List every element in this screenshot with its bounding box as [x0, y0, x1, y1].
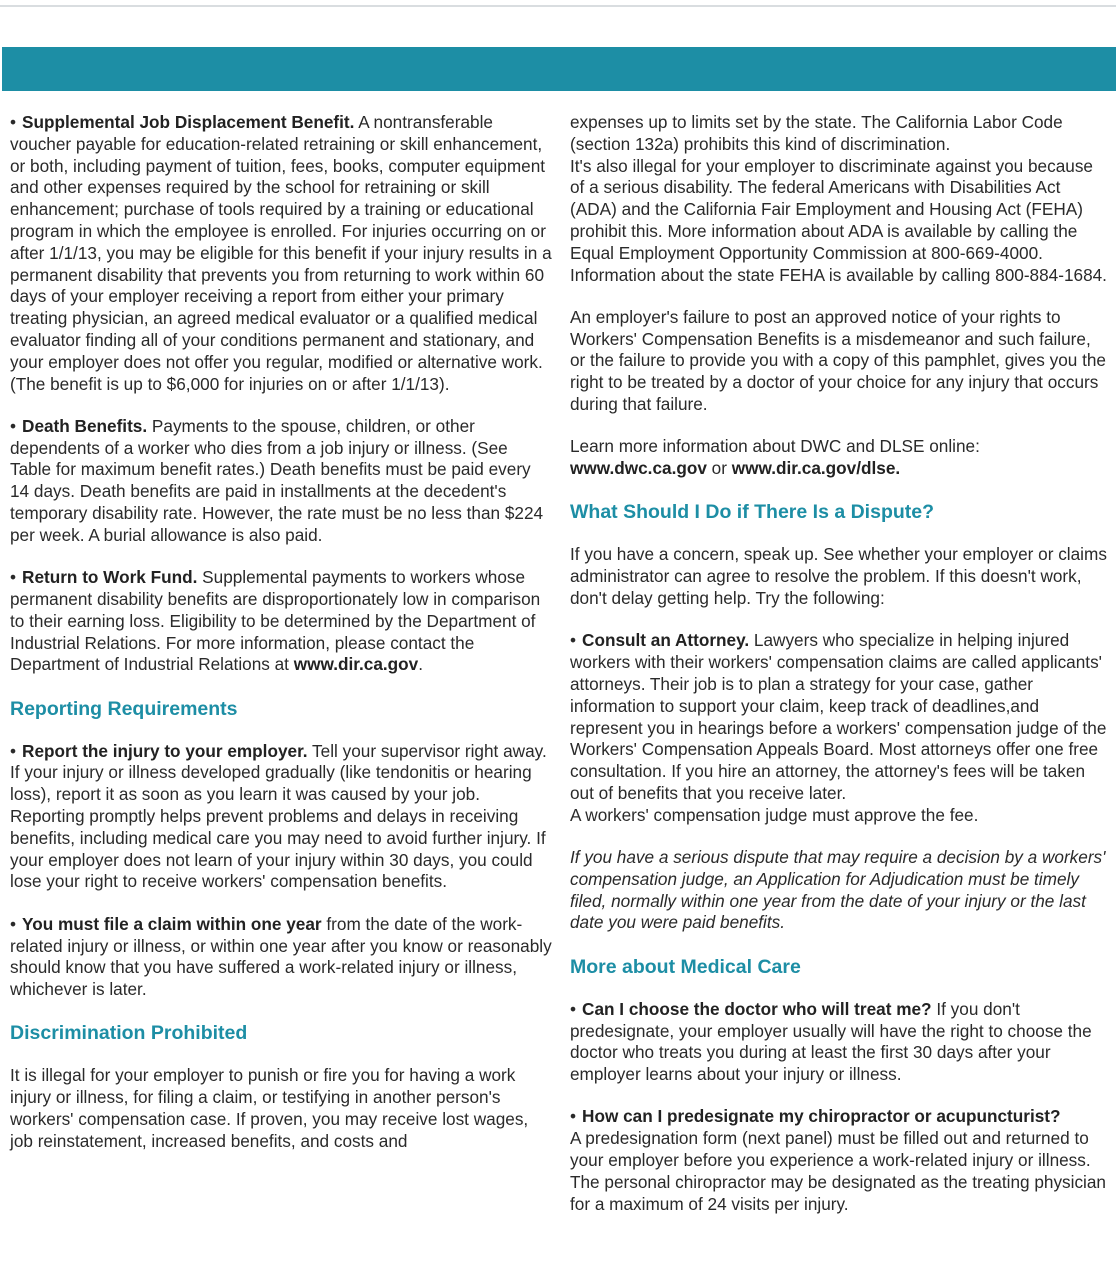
header-banner	[2, 47, 1116, 91]
medical-heading: More about Medical Care	[570, 955, 801, 978]
chiro-text: A predesignation form (next panel) must be filled out and returned to your employer before you experience a work-related injury or illness.	[570, 1128, 1091, 1170]
claim-text: from the date of the work-related injury or illness, or within one year after you know or reasonably should know that you have suffered a work-related injury or illness, whichever is later.	[10, 913, 552, 1000]
bullet-icon: •	[10, 567, 17, 588]
death-title: Death Benefits.	[22, 415, 148, 436]
learn-more-text: Learn more information about DWC and DLSE online:	[570, 436, 980, 457]
rtw-title: Return to Work Fund.	[22, 567, 198, 588]
post-notice-paragraph: An employer's failure to post an approved notice of your rights to Workers' Compensation Benefits is a misdemeanor and such failure, or the failure to provide you with a copy of this pamphlet, gives you the right to be treated by a doctor of your choice for any injury that occurs during that failure.	[570, 306, 1106, 415]
sjdb-paragraph	[10, 112, 552, 395]
dir-link[interactable]: www.dir.ca.gov	[293, 654, 419, 675]
dlse-link[interactable]: www.dir.ca.gov/dlse.	[731, 458, 901, 479]
judge-fee-paragraph: A workers' compensation judge must approve the fee.	[570, 804, 979, 825]
report-text: Tell your supervisor right away. If your injury or illness developed gradually (like tendonitis or hearing loss), report it as soon as you learn it was caused by your job. Reporting promptly helps prevent problems and delays in receiving benefits, including medical care you may need to avoid further injury. If your employer does not learn of your injury within 30 days, you could lose your right to receive workers' compensation benefits.	[10, 740, 547, 892]
left-column	[10, 112, 552, 1173]
death-text: Payments to the spouse, children, or other dependents of a worker who dies from a job injury or illness. (See Table for maximum benefit rates.) Death benefits must be paid every 14 days. Death benefits are paid in installments at the decedent's temporary disability rate. However, the rate must be no less than $224 per week. A burial allowance is also paid.	[10, 415, 544, 545]
rtw-text: Supplemental payments to workers whose permanent disability benefits are disproportionately low in comparison to their earning loss. Eligibility to be determined by the Department of Industrial Relations. For more information, please contact the Department of Industrial Relations at	[10, 567, 541, 675]
right-column	[570, 112, 1110, 1236]
doctor-paragraph	[570, 999, 1110, 1086]
dwc-link[interactable]: www.dwc.ca.gov	[570, 458, 707, 479]
reporting-heading: Reporting Requirements	[10, 697, 238, 720]
attorney-paragraph	[570, 630, 1110, 804]
chiro-visits-paragraph: The personal chiropractor may be designated as the treating physician for a maximum of 24 visits per injury.	[570, 1171, 1106, 1214]
claim-title: You must file a claim within one year	[22, 913, 322, 934]
bullet-icon: •	[570, 1106, 577, 1127]
sjdb-text: A nontransferable voucher payable for education-related retraining or skill enhancement, or both, including payment of tuition, fees, books, computer equipment and other expenses required by the school for retraining or skill enhancement; purchase of tools required by a training or educational program in which the employee is enrolled. For injuries occurring on or after 1/1/13, you may be eligible for this benefit if your injury results in a permanent disability that prevents you from returning to work within 60 days of your employer receiving a report from either your primary treating physician, an agreed medical evaluator or a qualified medical evaluator finding all of your conditions permanent and stationary, and your employer does not offer you regular, modified or alternative work. (The benefit is up to $6,000 for injuries on or after 1/1/13).	[10, 112, 552, 394]
top-rule	[0, 5, 1116, 7]
dispute-heading: What Should I Do if There Is a Dispute?	[570, 501, 935, 524]
rtw-paragraph	[10, 567, 552, 676]
discrimination-continued: expenses up to limits set by the state. The California Labor Code (section 132a) prohibits this kind of discrimination.	[570, 112, 1063, 154]
discrimination-heading: Discrimination Prohibited	[10, 1022, 248, 1045]
death-paragraph	[10, 416, 552, 547]
report-paragraph	[10, 741, 552, 894]
bullet-icon: •	[10, 112, 17, 132]
claim-paragraph	[10, 914, 552, 1001]
rtw-end: .	[418, 654, 424, 675]
chiro-paragraph	[570, 1106, 1110, 1171]
dispute-paragraph: If you have a concern, speak up. See whether your employer or claims administrator can agree to resolve the problem. If this doesn't work, don't delay getting help. Try the following:	[570, 544, 1107, 609]
attorney-text: Lawyers who specialize in helping injured workers with their workers' compensation claims are called applicants' attorneys. Their job is to plan a strategy for your case, gather information to support your claim, keep track of deadlines,and represent you in hearings before a workers' compensation judge of the Workers' Compensation Appeals Board. Most attorneys offer one free consultation. If you hire an attorney, the attorney's fees will be taken out of benefits that you receive later.	[570, 630, 1107, 803]
discrimination-paragraph: It is illegal for your employer to punish or fire you for having a work injury or illness, for filing a claim, or testifying in another person's workers' compensation case. If proven, you may receive lost wages, job reinstatement, increased benefits, and costs and	[10, 1065, 529, 1151]
bullet-icon: •	[570, 998, 577, 1019]
ada-paragraph: It's also illegal for your employer to discriminate against you because of a serious disability. The federal Americans with Disabilities Act (ADA) and the California Fair Employment and Housing Act (FEHA) prohibit this. More information about ADA is available by calling the Equal Employment Opportunity Commission at 800-669-4000. Information about the state FEHA is available by calling 800-884-1684.	[570, 155, 1107, 285]
chiro-title: How can I predesignate my chiropractor or acupuncturist?	[582, 1106, 1061, 1127]
doctor-title: Can I choose the doctor who will treat me?	[582, 998, 932, 1019]
sjdb-title: Supplemental Job Displacement Benefit.	[22, 112, 355, 132]
bullet-icon: •	[10, 913, 17, 934]
bullet-icon: •	[10, 740, 17, 761]
report-title: Report the injury to your employer.	[22, 740, 308, 761]
doctor-text: If you don't predesignate, your employer usually will have the right to choose the doctor who treats you during at least the first 30 days after your employer learns about your injury or illness.	[570, 998, 1092, 1085]
attorney-title: Consult an Attorney.	[582, 630, 750, 651]
italic-note: If you have a serious dispute that may require a decision by a workers' compensation judge, an Application for Adjudication must be timely filed, normally within one year from the date of your injury or the last date you were paid benefits.	[570, 847, 1106, 933]
bullet-icon: •	[570, 630, 577, 651]
or-text: or	[706, 458, 732, 479]
learn-more-paragraph	[570, 436, 1110, 480]
bullet-icon: •	[10, 415, 17, 436]
